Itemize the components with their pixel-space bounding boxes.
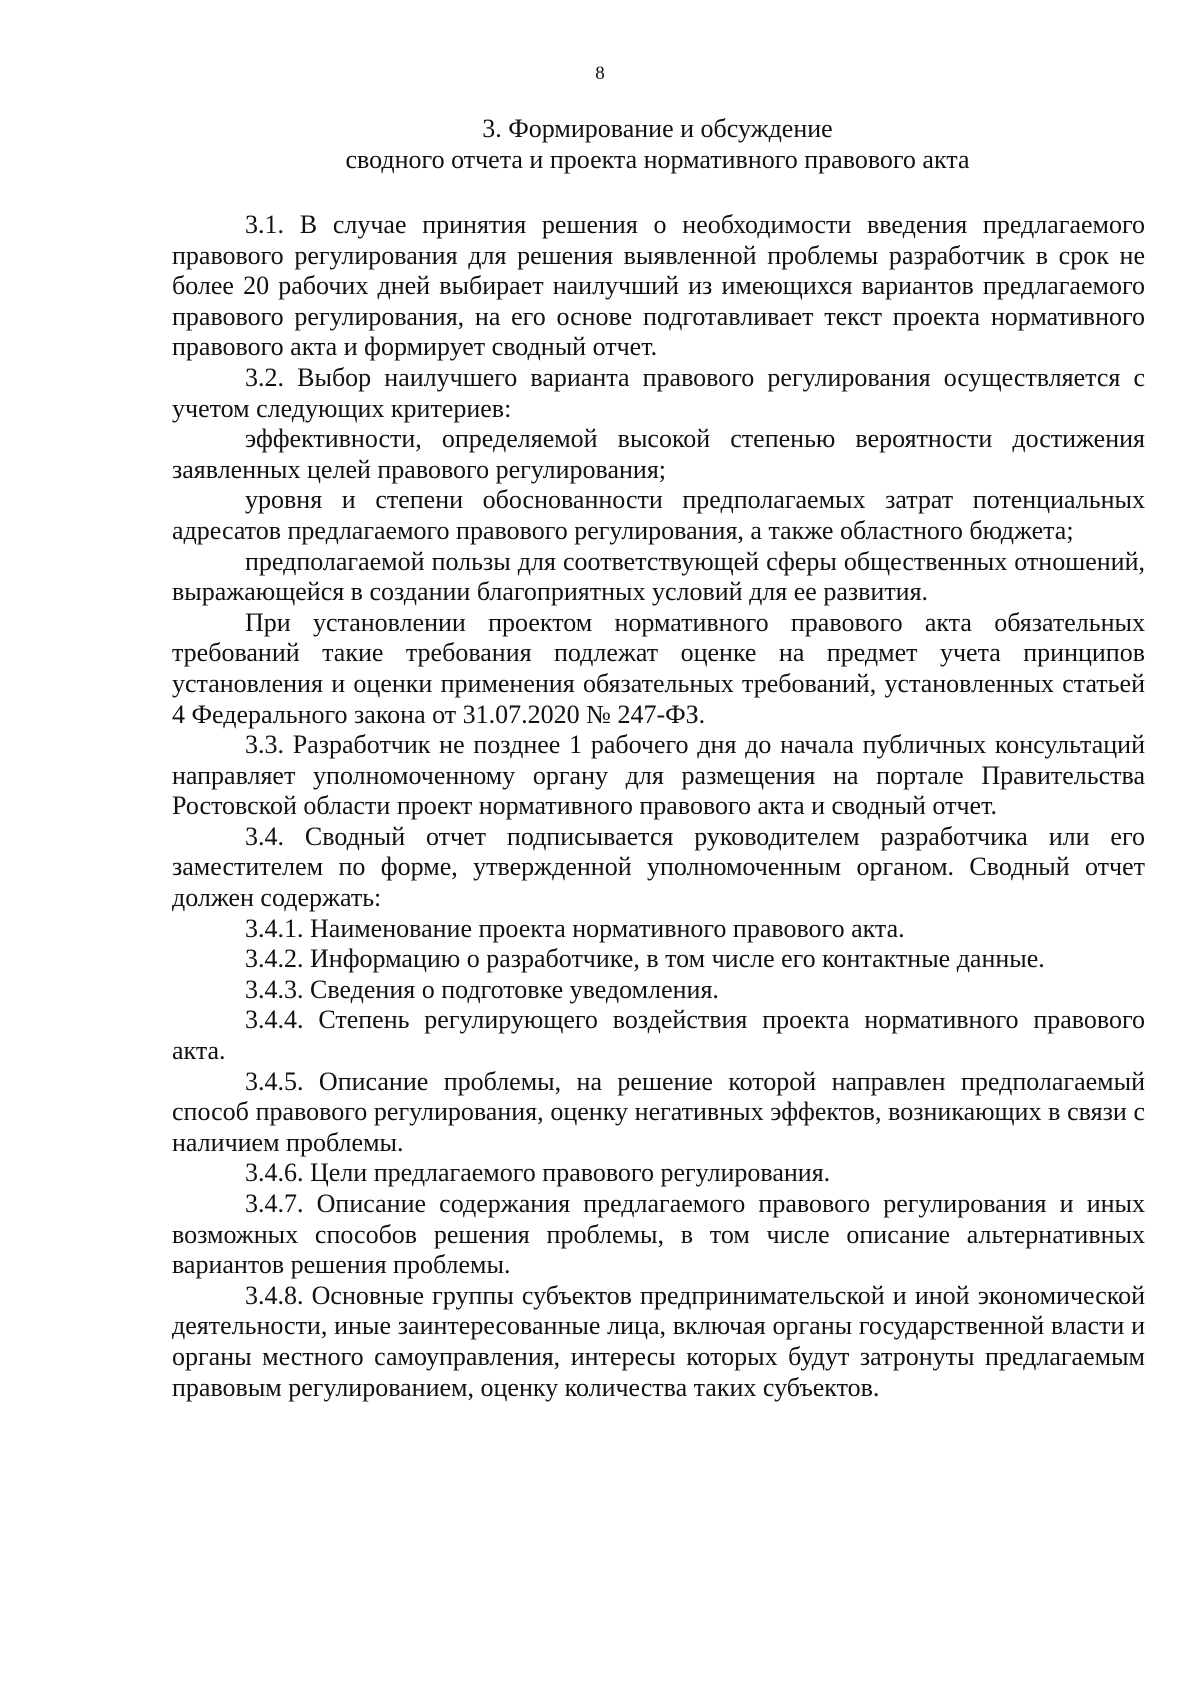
paragraph-3-4-7: 3.4.7. Описание содержания предлагаемого правового регулирования и иных возможных способов решения проблемы, в том числе описание альтернативных вариантов решения проблемы. <box>172 1189 1145 1280</box>
section-heading-line-1: 3. Формирование и обсуждение <box>482 114 833 143</box>
criterion-costs: уровня и степени обоснованности предполагаемых затрат потенциальных адресатов предлагаемого правового регулирования, а также областного бюджета; <box>172 485 1145 545</box>
paragraph-3-3: 3.3. Разработчик не позднее 1 рабочего дня до начала публичных консультаций направляет уполномоченному органу для размещения на портале Правительства Ростовской области проект нормативного правового акта и сводный отчет. <box>172 730 1145 821</box>
paragraph-3-4-1: 3.4.1. Наименование проекта нормативного правового акта. <box>245 913 905 943</box>
paragraph-3-4-5: 3.4.5. Описание проблемы, на решение которой направлен предполагаемый способ правового регулирования, оценку негативных эффектов, возникающих в связи с наличием проблемы. <box>172 1066 1145 1157</box>
paragraph-mandatory-requirements: При установлении проектом нормативного правового акта обязательных требований такие требования подлежат оценке на предмет учета принципов установления и оценки применения обязательных требований, установленных статьей 4 Федерального закона от 31.07.2020 № 247-ФЗ. <box>172 607 1145 729</box>
document-body <box>172 210 1145 1403</box>
paragraph-3-4-6: 3.4.6. Цели предлагаемого правового регулирования. <box>245 1158 831 1188</box>
section-heading-line-2: сводного отчета и проекта нормативного правового акта <box>345 145 970 174</box>
criterion-benefit: предполагаемой пользы для соответствующей сферы общественных отношений, выражающейся в создании благоприятных условий для ее развития. <box>172 546 1145 607</box>
paragraph-3-4-8: 3.4.8. Основные группы субъектов предпринимательской и иной экономической деятельности, иные заинтересованные лица, включая органы государственной власти и органы местного самоуправления, интересы которых будут затронуты предлагаемым правовым регулированием, оценку количества таких субъектов. <box>172 1280 1145 1402</box>
paragraph-3-4-2: 3.4.2. Информацию о разработчике, в том числе его контактные данные. <box>245 944 1045 974</box>
section-heading <box>170 113 1145 175</box>
paragraph-3-4-3: 3.4.3. Сведения о подготовке уведомления. <box>245 974 719 1004</box>
paragraph-3-4: 3.4. Сводный отчет подписывается руководителем разработчика или его заместителем по форме, утвержденной уполномоченным органом. Сводный отчет должен содержать: <box>172 821 1145 913</box>
paragraph-3-2: 3.2. Выбор наилучшего варианта правового регулирования осуществляется с учетом следующих критериев: <box>172 362 1145 423</box>
page-number: 8 <box>595 63 605 84</box>
criterion-efficiency: эффективности, определяемой высокой степенью вероятности достижения заявленных целей правового регулирования; <box>172 424 1145 484</box>
paragraph-3-4-4: 3.4.4. Степень регулирующего воздействия проекта нормативного правового акта. <box>172 1005 1145 1066</box>
paragraph-3-1: 3.1. В случае принятия решения о необходимости введения предлагаемого правового регулирования для решения выявленной проблемы разработчик в срок не более 20 рабочих дней выбирает наилучший из имеющихся вариантов предлагаемого правового регулирования, на его основе подготавливает текст проекта нормативного правового акта и формирует сводный отчет. <box>172 210 1145 362</box>
